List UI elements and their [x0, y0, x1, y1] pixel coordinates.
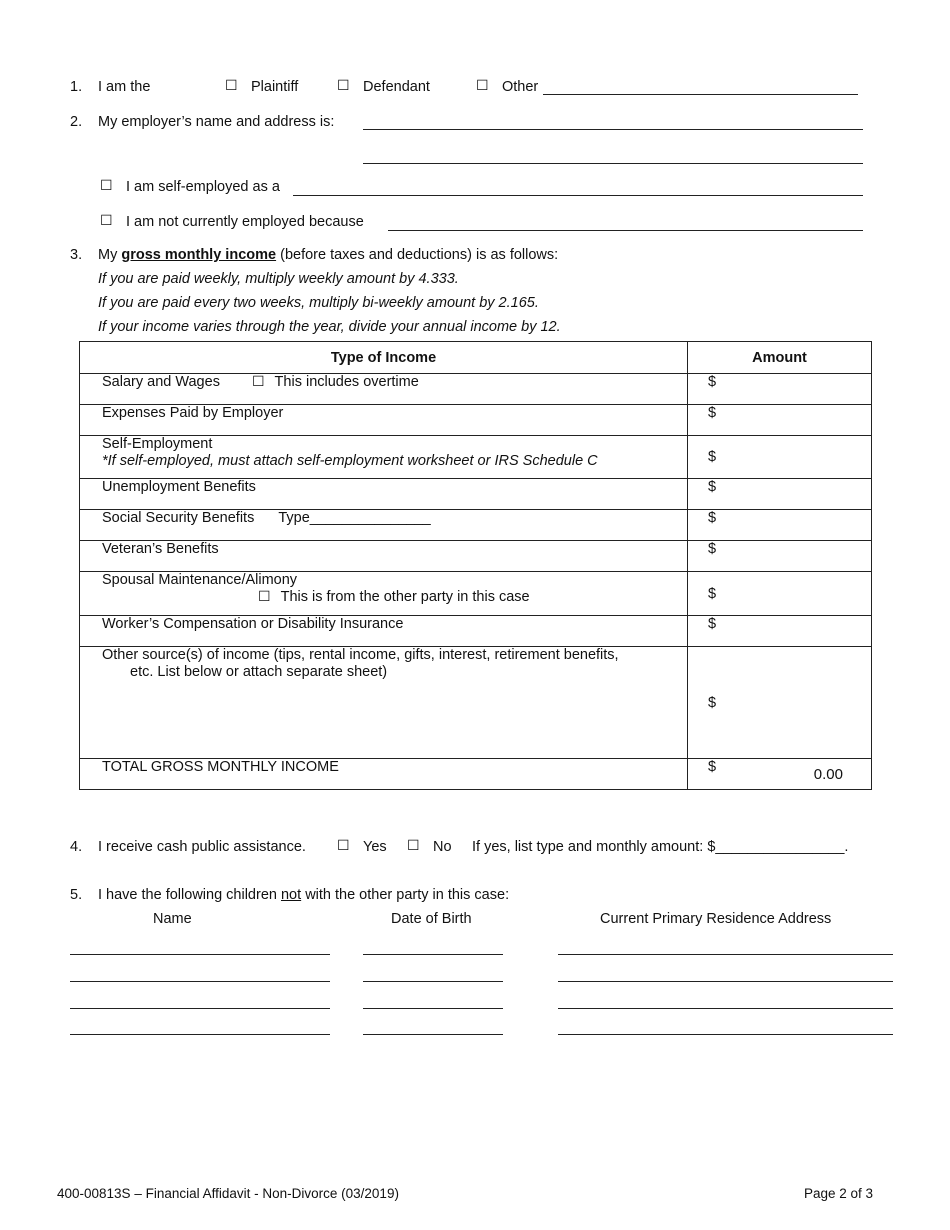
amount-header: Amount: [688, 342, 872, 374]
item-4-number: 4.: [70, 839, 83, 855]
item-1-label: I am the: [98, 79, 151, 95]
employer-line-2[interactable]: [363, 163, 863, 164]
self-employed-line[interactable]: [293, 195, 863, 196]
public-assistance-label: I receive cash public assistance.: [98, 839, 306, 855]
total-label: TOTAL GROSS MONTHLY INCOME: [102, 759, 339, 775]
child-dob-line[interactable]: [363, 1008, 503, 1009]
name-column-header: Name: [153, 911, 192, 927]
row-label: Other source(s) of income (tips, rental income, gifts, interest, retirement benefits,: [102, 647, 619, 663]
other-party-label: This is from the other party in this case: [280, 589, 530, 605]
note-biweekly: If you are paid every two weeks, multiply bi-weekly amount by 2.165.: [98, 295, 539, 311]
child-dob-line[interactable]: [363, 954, 503, 955]
other-label: Other: [502, 79, 539, 95]
income-table: [79, 341, 872, 790]
row-label: Spousal Maintenance/Alimony: [102, 572, 298, 588]
form-id-footer: 400-00813S – Financial Affidavit - Non-Divorce (03/2019): [57, 1186, 399, 1201]
table-row: [80, 616, 872, 647]
amount-cell[interactable]: $: [688, 405, 872, 436]
child-address-line[interactable]: [558, 954, 893, 955]
child-address-line[interactable]: [558, 1034, 893, 1035]
total-row: [80, 759, 872, 790]
child-name-line[interactable]: [70, 1008, 330, 1009]
total-value: 0.00: [813, 766, 843, 783]
item-3-number: 3.: [70, 247, 83, 263]
employer-label: My employer’s name and address is:: [98, 114, 335, 130]
amount-cell[interactable]: $: [688, 510, 872, 541]
other-fill-line[interactable]: [543, 94, 858, 95]
yes-label: Yes: [363, 839, 387, 855]
row-label: Salary and Wages: [102, 374, 220, 390]
gross-monthly-income-term: gross monthly income: [121, 247, 277, 263]
address-column-header: Current Primary Residence Address: [600, 911, 832, 927]
plaintiff-label: Plaintiff: [251, 79, 299, 95]
amount-cell[interactable]: $: [688, 616, 872, 647]
child-address-line[interactable]: [558, 981, 893, 982]
yes-checkbox[interactable]: ☐: [337, 838, 350, 854]
note-annual: If your income varies through the year, divide your annual income by 12.: [98, 319, 561, 335]
overtime-label: This includes overtime: [274, 374, 419, 390]
row-label: Unemployment Benefits: [102, 479, 256, 495]
child-address-line[interactable]: [558, 1008, 893, 1009]
item-3-lead: My gross monthly income (before taxes and deductions) is as follows:: [98, 247, 559, 263]
type-header: Type of Income: [80, 342, 688, 374]
note-weekly: If you are paid weekly, multiply weekly amount by 4.333.: [98, 271, 459, 287]
table-row: [80, 436, 872, 479]
other-checkbox[interactable]: ☐: [476, 78, 489, 94]
total-amount-cell[interactable]: $ 0.00: [688, 759, 872, 790]
other-party-checkbox[interactable]: ☐: [258, 589, 271, 605]
child-dob-line[interactable]: [363, 981, 503, 982]
defendant-checkbox[interactable]: ☐: [337, 78, 350, 94]
item-1-number: 1.: [70, 79, 83, 95]
child-name-line[interactable]: [70, 1034, 330, 1035]
table-row: [80, 541, 872, 572]
defendant-label: Defendant: [363, 79, 430, 95]
not-employed-line[interactable]: [388, 230, 863, 231]
dob-column-header: Date of Birth: [391, 911, 472, 927]
children-label: I have the following children not with the other party in this case:: [98, 887, 510, 903]
no-checkbox[interactable]: ☐: [407, 838, 420, 854]
row-label: Expenses Paid by Employer: [102, 405, 284, 421]
item-2-number: 2.: [70, 114, 83, 130]
amount-cell[interactable]: $: [688, 541, 872, 572]
plaintiff-checkbox[interactable]: ☐: [225, 78, 238, 94]
table-row: [80, 572, 872, 616]
if-yes-amount[interactable]: If yes, list type and monthly amount: $________________.: [472, 839, 849, 855]
employer-line-1[interactable]: [363, 129, 863, 130]
child-dob-line[interactable]: [363, 1034, 503, 1035]
self-employment-note: *If self-employed, must attach self-employment worksheet or IRS Schedule C: [102, 453, 598, 469]
table-row: [80, 405, 872, 436]
child-name-line[interactable]: [70, 981, 330, 982]
table-row: [80, 479, 872, 510]
self-employed-checkbox[interactable]: ☐: [100, 178, 113, 194]
item-5-number: 5.: [70, 887, 83, 903]
table-row: [80, 510, 872, 541]
row-label: Veteran’s Benefits: [102, 541, 219, 557]
no-label: No: [433, 839, 452, 855]
table-header-row: [80, 342, 872, 374]
ss-type-field[interactable]: Type_______________: [278, 510, 431, 526]
amount-cell[interactable]: $: [688, 479, 872, 510]
row-label-continued: etc. List below or attach separate sheet): [130, 664, 388, 680]
amount-cell[interactable]: $: [688, 374, 872, 405]
row-label: Self-Employment: [102, 436, 213, 452]
table-row: [80, 647, 872, 759]
not-employed-label: I am not currently employed because: [126, 214, 364, 230]
child-name-line[interactable]: [70, 954, 330, 955]
row-label: Worker’s Compensation or Disability Insurance: [102, 616, 404, 632]
not-employed-checkbox[interactable]: ☐: [100, 213, 113, 229]
overtime-checkbox[interactable]: ☐: [251, 374, 265, 390]
amount-cell[interactable]: $: [688, 572, 872, 616]
row-label: Social Security Benefits: [102, 510, 255, 526]
table-row: [80, 374, 872, 405]
amount-cell[interactable]: $: [688, 436, 872, 479]
page-number: Page 2 of 3: [803, 1186, 873, 1201]
self-employed-label: I am self-employed as a: [126, 179, 280, 195]
amount-cell[interactable]: $: [688, 647, 872, 759]
